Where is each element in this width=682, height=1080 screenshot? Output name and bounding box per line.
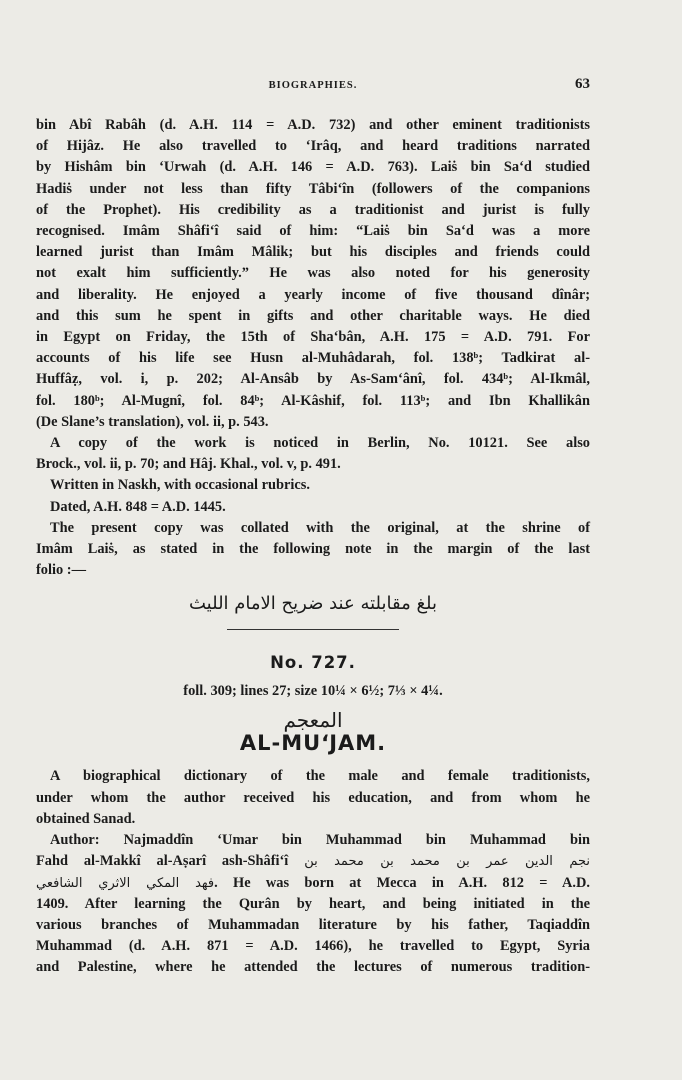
- running-title: BIOGRAPHIES.: [268, 80, 358, 91]
- paragraph-references: [36, 433, 590, 475]
- text-line: Written in Naskh, with occasional rubrics.: [50, 477, 310, 494]
- text-line: under whom the author received his education, and from whom he: [36, 789, 590, 806]
- text-line: Huffâẓ, vol. i, p. 202; Al-Ansâb by As-Sam‘ânî, fol. 434ᵇ; Al-Ikmâl,: [36, 371, 590, 388]
- entry-number: No. 727.: [270, 652, 356, 672]
- text-line: of the Prophet). His credibility as a traditionist and jurist is fully: [36, 201, 590, 218]
- paragraph-collation: [36, 518, 590, 582]
- text-line: 1409. After learning the Qurân by heart, and being initiated in the: [36, 895, 590, 912]
- arabic-title: المعجم: [283, 708, 343, 733]
- page-body: [36, 115, 590, 979]
- paragraph-date: [36, 497, 590, 518]
- paragraph-description: [36, 766, 590, 830]
- text-line: (De Slane’s translation), vol. ii, p. 543.: [36, 413, 269, 430]
- text-line: and liberality. He enjoyed a yearly income of five thousand dînâr;: [36, 286, 590, 303]
- text-line: Hadiṡ under not less than fifty Tâbi‘în (followers of the companions: [36, 180, 590, 197]
- text-line: learned jurist than Imâm Mâlik; but his disciples and friends could: [36, 244, 590, 261]
- text-line: and Palestine, where he attended the lectures of numerous tradition-: [36, 959, 590, 976]
- text-line: Imâm Laiṡ, as stated in the following note in the margin of the last: [36, 541, 590, 558]
- text-line: obtained Sanad.: [36, 810, 136, 827]
- text-line: Dated, A.H. 848 = A.D. 1445.: [50, 498, 226, 515]
- author-name-latin: Fahd al-Makkî al-Aṣarî ash-Shâfi‘î: [36, 853, 289, 870]
- text-line: Muhammad (d. A.H. 871 = A.D. 1466), he travelled to Egypt, Syria: [36, 938, 590, 955]
- text-line: not exalt him sufficiently.” He was also noted for his generosity: [36, 265, 590, 282]
- arabic-margin-note: بلغ مقابلته عند ضريح الامام الليث: [189, 593, 437, 615]
- text-line: and this sum he spent in gifts and other charitable ways. He died: [36, 307, 590, 324]
- text-line: fol. 180ᵇ; Al-Mugnî, fol. 84ᵇ; Al-Kâshif, fol. 113ᵇ; and Ibn Khallikân: [36, 392, 590, 409]
- paragraph-author: [36, 830, 590, 978]
- text-line: A biographical dictionary of the male and female traditionists,: [50, 768, 590, 785]
- text-line-mixed: [36, 873, 590, 894]
- section-divider: [227, 629, 399, 630]
- text-line: recognised. Imâm Shâfi‘î said of him: “Laiṡ bin Sa‘d was a more: [36, 223, 590, 240]
- author-name-arabic: نجم الدين عمر بن محمد بن محمد بن: [304, 854, 590, 870]
- text-line: Author: Najmaddîn ‘Umar bin Muhammad bin Muhammad bin: [50, 832, 590, 849]
- paragraph-biography: [36, 115, 590, 433]
- birth-info: . He was born at Mecca in A.H. 812 = A.D.: [214, 874, 590, 891]
- text-line: accounts of his life see Husn al-Muhâdarah, fol. 138ᵇ; Tadkirat al-: [36, 350, 590, 367]
- author-name-arabic-cont: فهد المكي الاثري الشافعي: [36, 875, 215, 891]
- text-line: bin Abî Rabâh (d. A.H. 114 = A.D. 732) and other eminent traditionists: [36, 117, 590, 133]
- page-header: [36, 76, 590, 96]
- text-line: The present copy was collated with the original, at the shrine of: [50, 519, 590, 536]
- text-line: by Hishâm bin ‘Urwah (d. A.H. 146 = A.D. 763). Laiṡ bin Sa‘d studied: [36, 159, 590, 176]
- manuscript-size: foll. 309; lines 27; size 10¼ × 6½; 7⅓ × 4¼.: [183, 682, 443, 699]
- text-line: Brock., vol. ii, p. 70; and Hâj. Khal., vol. v, p. 491.: [36, 456, 341, 473]
- text-line: various branches of Muhammadan literature by his father, Taqiaddîn: [36, 916, 590, 933]
- text-line-mixed: [36, 851, 590, 872]
- text-line: folio :—: [36, 562, 86, 579]
- entry-title: AL-MU‘JAM.: [239, 731, 387, 756]
- text-line: A copy of the work is noticed in Berlin, No. 10121. See also: [50, 435, 590, 452]
- page-number: 63: [575, 76, 590, 92]
- paragraph-script: [36, 475, 590, 496]
- text-line: in Egypt on Friday, the 15th of Sha‘bân, A.H. 175 = A.D. 791. For: [36, 329, 590, 346]
- text-line: of Hijâz. He also travelled to ‘Irâq, and heard traditions narrated: [36, 138, 590, 155]
